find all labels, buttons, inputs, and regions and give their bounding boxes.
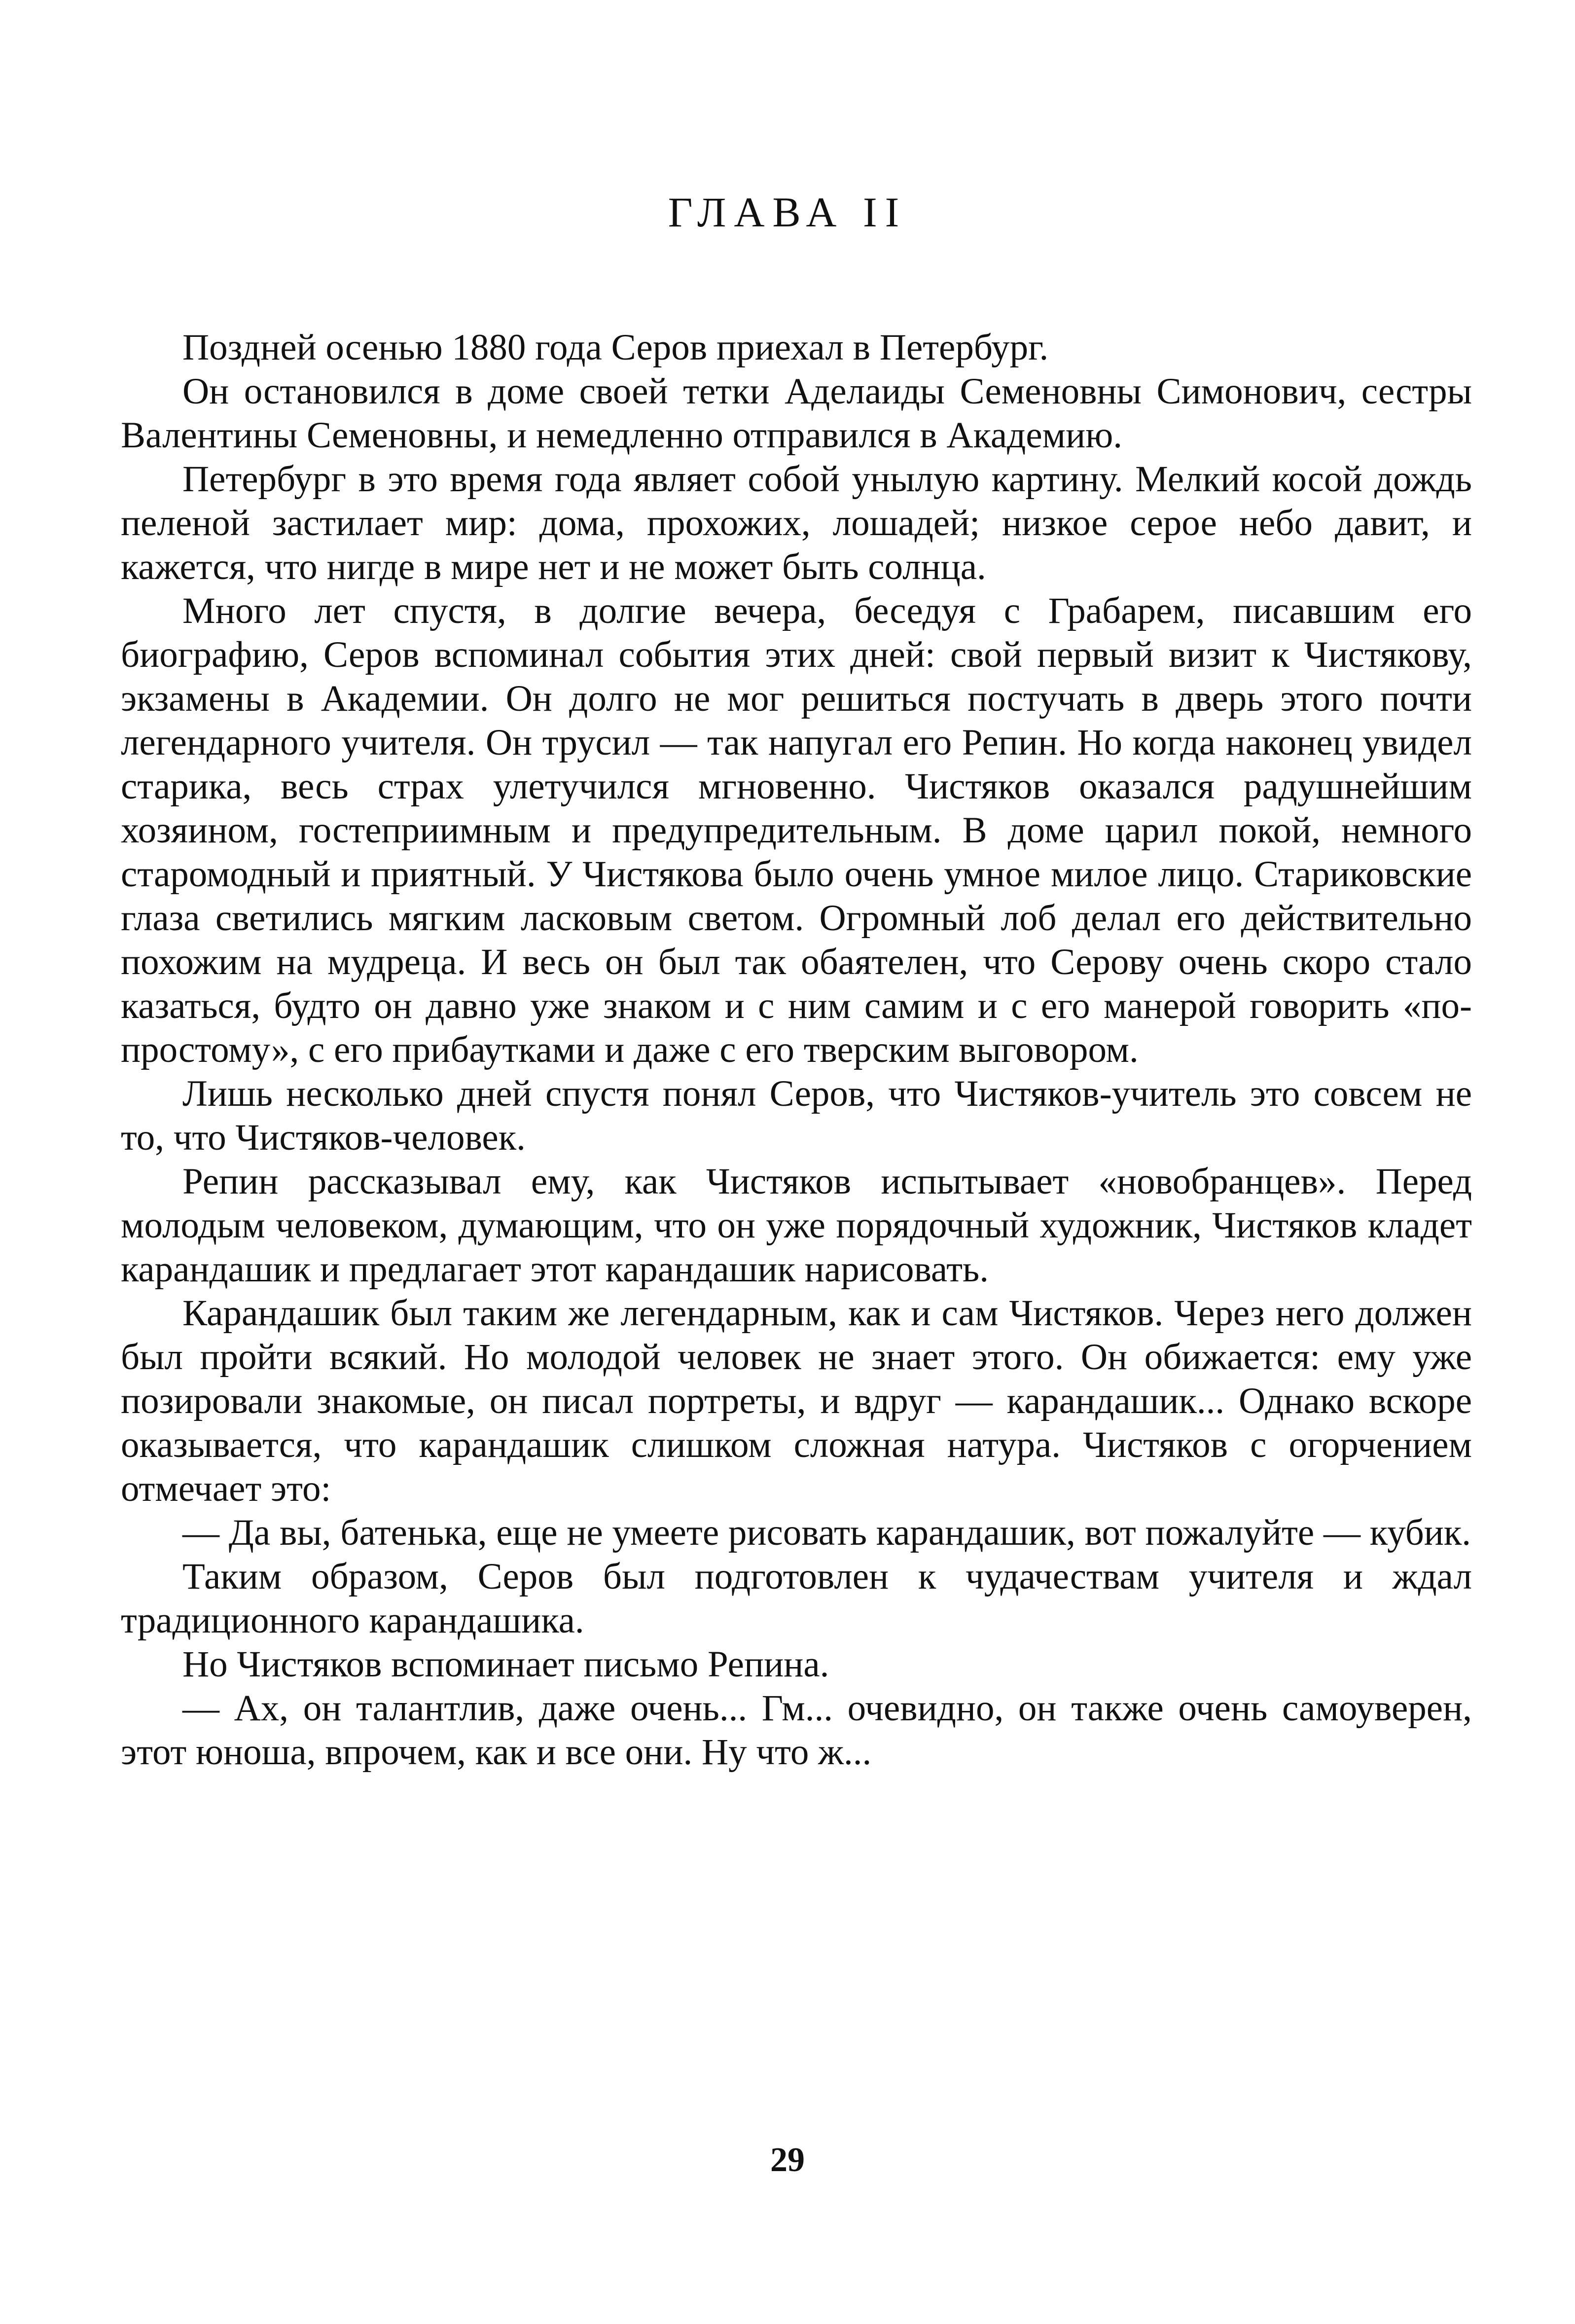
paragraph: Карандашик был таким же легендарным, как и сам Чистяков. Через него должен был пройти всякий. Но молодой человек не знает этого. Он обижается: ему уже позировали знакомые, он писал портреты, и вдруг — карандашик... Однако вскоре оказывается, что карандашик слишком сложная натура. Чистяков с огорчением отмечает это:: [121, 1293, 1472, 1509]
paragraph: Петербург в это время года являет собой унылую картину. Мелкий косой дождь пеленой застилает мир: дома, прохожих, лошадей; низкое серое небо давит, и кажется, что нигде в мире нет и не может быть солнца.: [121, 459, 1472, 587]
paragraph: Репин рассказывал ему, как Чистяков испытывает «новобранцев». Перед молодым человеком, думающим, что он уже порядочный художник, Чистяков кладет карандашик и предлагает этот карандашик нарисовать.: [121, 1161, 1472, 1290]
chapter-heading: ГЛАВА II: [668, 188, 907, 236]
paragraph: Он остановился в доме своей тетки Аделаиды Семеновны Симонович, сестры Валентины Семеновны, и немедленно отправился в Академию.: [121, 371, 1472, 456]
page-number: 29: [770, 2141, 805, 2179]
paragraph: — Ах, он талантлив, даже очень... Гм... очевидно, он также очень самоуверен, этот юноша, впрочем, как и все они. Ну что ж...: [121, 1688, 1472, 1773]
body-text: [121, 326, 1472, 1774]
paragraph: Таким образом, Серов был подготовлен к чудачествам учителя и ждал традиционного карандашика.: [121, 1556, 1472, 1641]
paragraph: Лишь несколько дней спустя понял Серов, что Чистяков-учитель это совсем не то, что Чистяков-человек.: [121, 1073, 1472, 1158]
paragraph: Но Чистяков вспоминает письмо Репина.: [182, 1644, 829, 1685]
paragraph: Поздней осенью 1880 года Серов приехал в Петербург.: [182, 327, 1049, 368]
paragraph: — Да вы, батенька, еще не умеете рисовать карандашик, вот пожалуйте — кубик.: [182, 1512, 1471, 1553]
paragraph: Много лет спустя, в долгие вечера, беседуя с Грабарем, писавшим его биографию, Серов вспоминал события этих дней: свой первый визит к Чистякову, экзамены в Академии. Он долго не мог решиться постучать в дверь этого почти легендарного учителя. Он трусил — так напугал его Репин. Но когда наконец увидел старика, весь страх улетучился мгновенно. Чистяков оказался радушнейшим хозяином, гостеприимным и предупредительным. В доме царил покой, немного старомодный и приятный. У Чистякова было очень умное милое лицо. Стариковские глаза светились мягким ласковым светом. Огромный лоб делал его действительно похожим на мудреца. И весь он был так обаятелен, что Серову очень скоро стало казаться, будто он давно уже знаком и с ним самим и с его манерой говорить «по-простому», с его прибаутками и даже с его тверским выговором.: [121, 590, 1472, 1070]
